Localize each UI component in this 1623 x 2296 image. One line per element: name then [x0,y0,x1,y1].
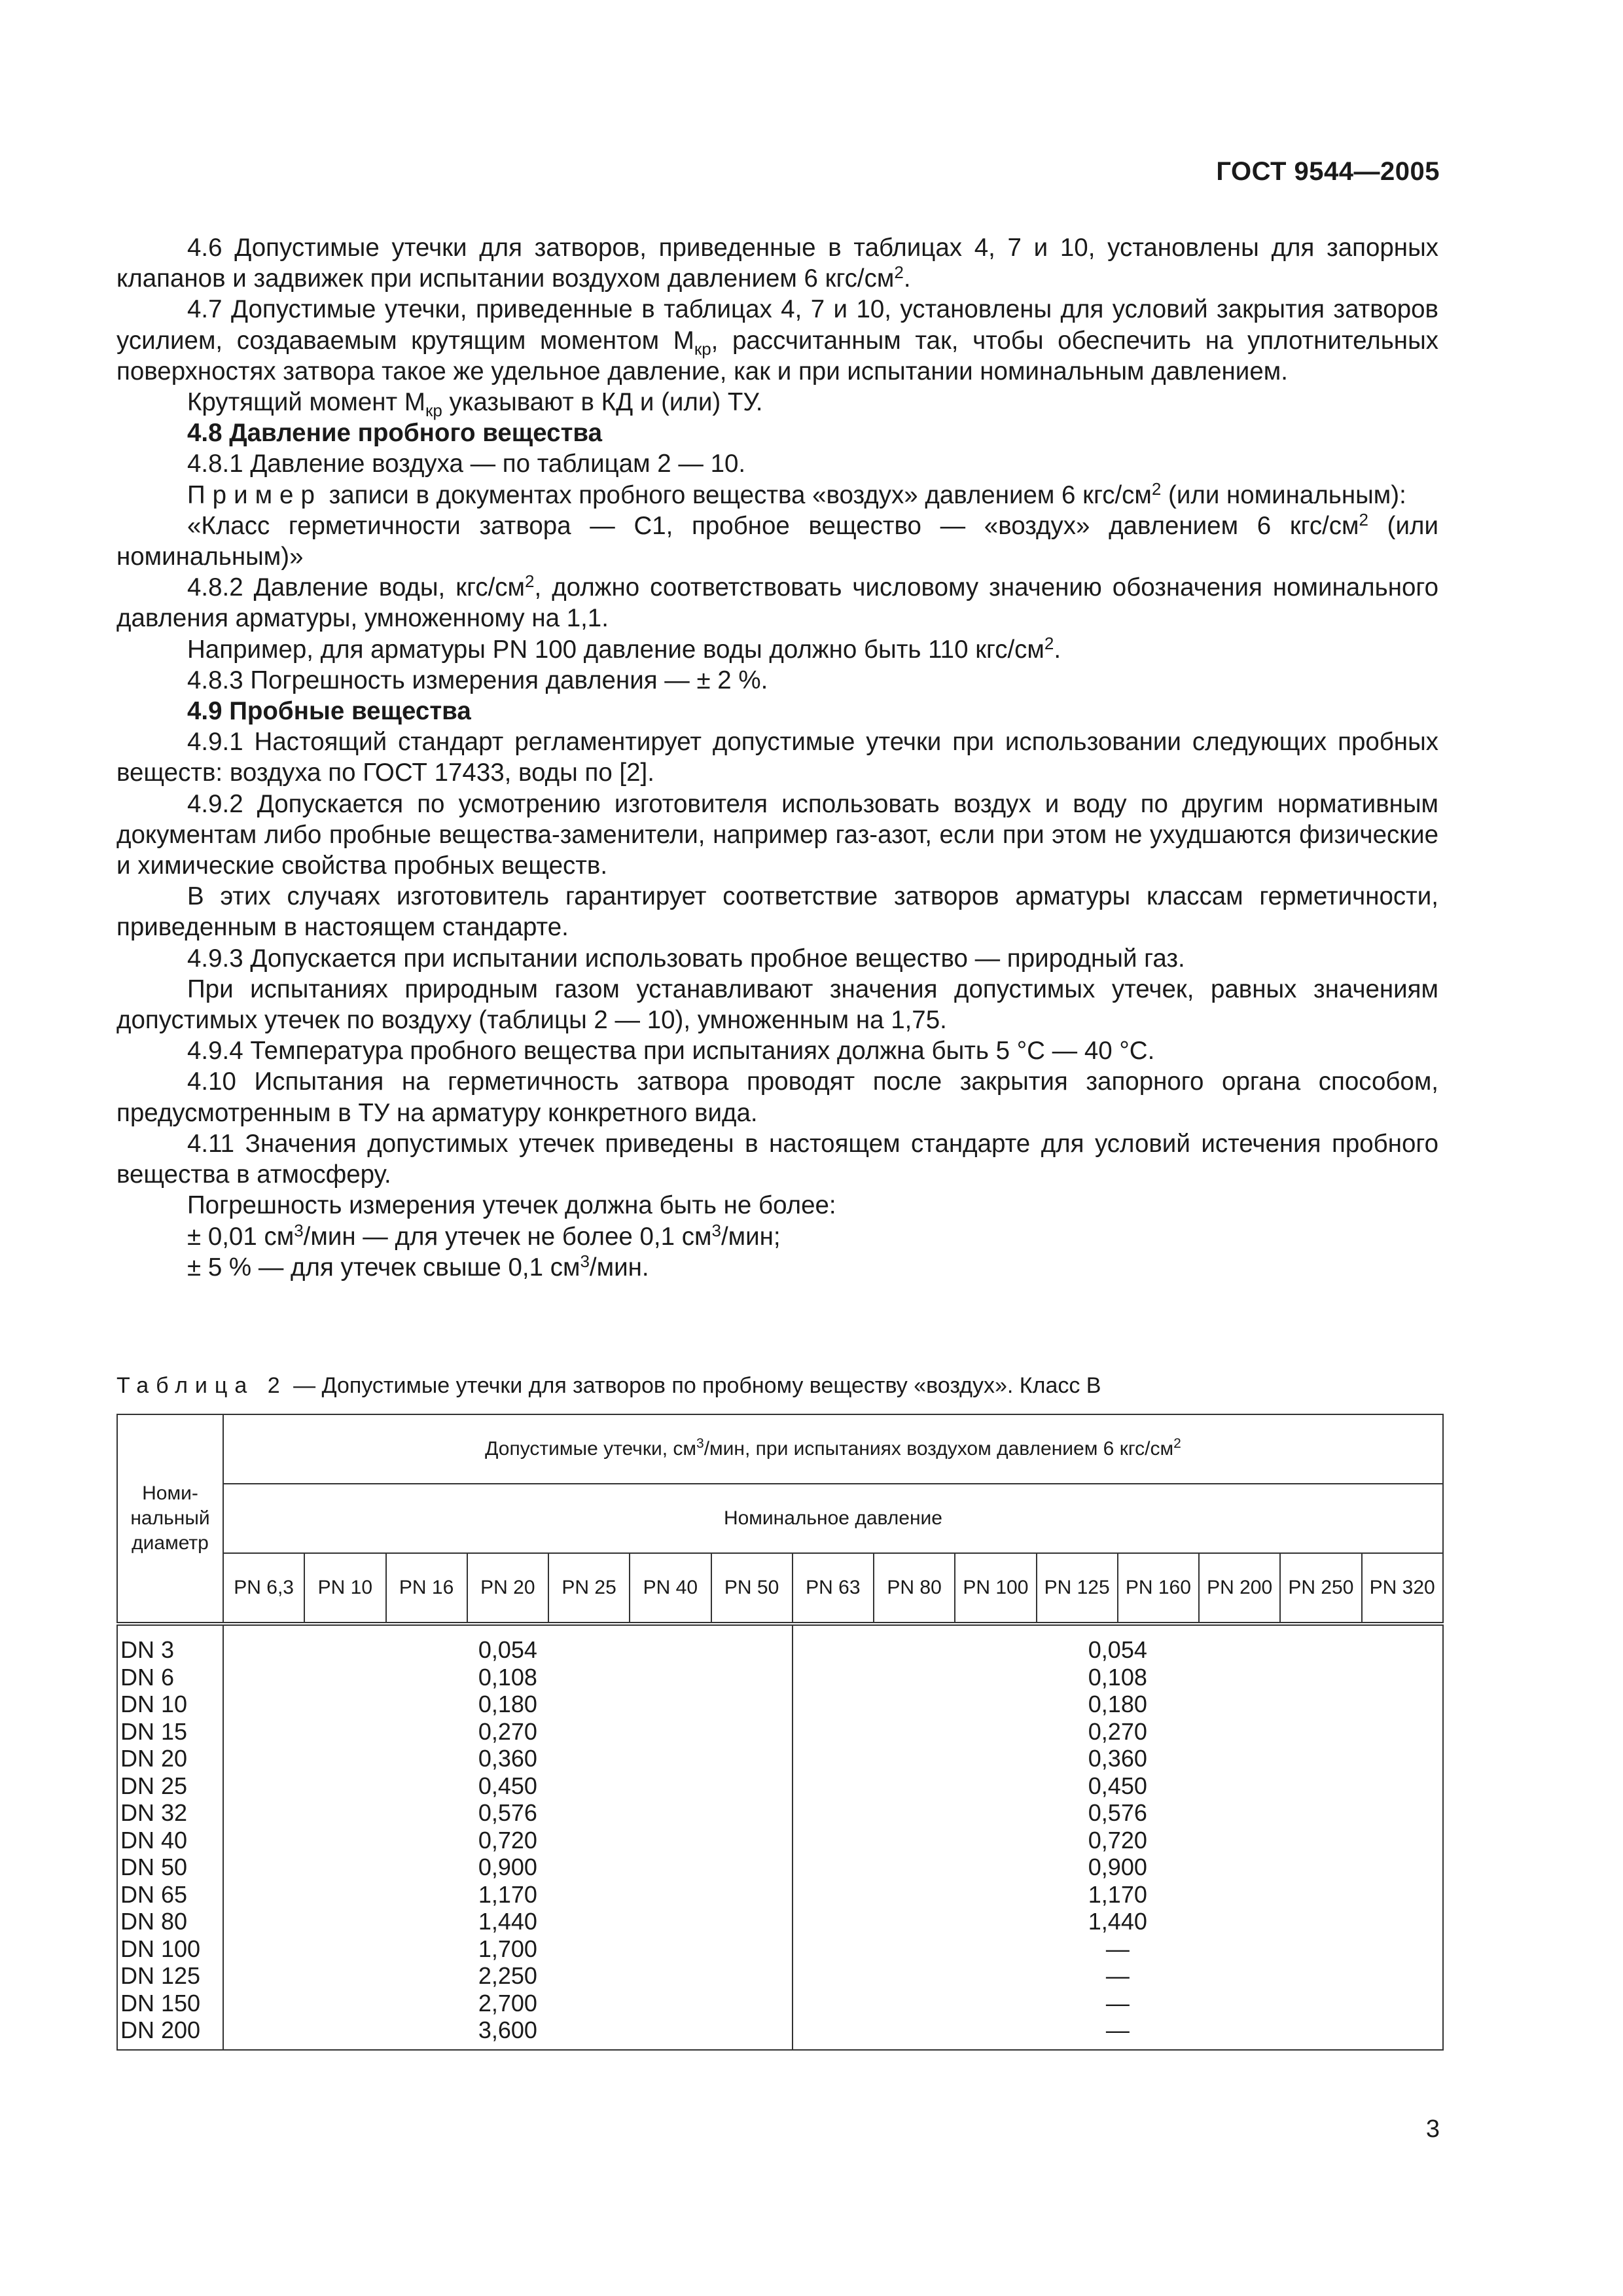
clause-4-7: 4.7 Допустимые утечки, приведенные в таблицах 4, 7 и 10, установлены для условий закрытия затворов усилием, создаваемым крутящим моментом $М_{кр}$, рассчитанным так, чтобы обеспечить на уплотнительных поверхностях затвора такое же удельное давление, как и при испытании номинальным давлением. [116,295,1438,386]
leak-value-cell: 2,250 [478,1962,537,1989]
pressure-column-header: PN 6,3 [223,1553,304,1624]
leak-value-cell: 0,180 [1088,1691,1147,1717]
pressure-column-header: PN 25 [548,1553,630,1624]
leak-value-cell: 1,700 [478,1935,537,1962]
leak-value-cell: 0,720 [478,1826,537,1854]
pressure-column-header: PN 320 [1362,1553,1443,1624]
diameter-cell: DN 100 [120,1935,201,1962]
leak-value-cell: 0,900 [478,1854,537,1880]
diameter-cell: DN 25 [120,1772,188,1799]
leak-value-cell: 0,576 [1088,1799,1147,1826]
leak-value-cell: 0,054 [1088,1636,1147,1663]
leak-value-cell: 0,360 [1088,1745,1147,1772]
leak-value-cell: 0,270 [478,1717,537,1745]
leak-value-cell: 0,450 [1088,1772,1147,1799]
diameter-cell: DN 32 [120,1799,188,1826]
pressure-column-header: PN 160 [1118,1553,1199,1624]
leak-value-cell: 0,900 [1088,1854,1147,1880]
clause-4-9-1: 4.9.1 Настоящий стандарт регламентирует допустимые утечки при использовании следующих пробных веществ: воздуха по ГОСТ 17433, воды по [2]. [116,728,1438,787]
clause-4-6: 4.6 Допустимые утечки для затворов, приведенные в таблицах 4, 7 и 10, установлены для запорных клапанов и задвижек при испытании воздухом давлением 6 кгс/$см^2$. [116,234,1438,293]
torque-note: Крутящий момент $М_{кр}$ указывают в КД и (или) ТУ. [187,388,763,421]
clause-4-9-4: 4.9.4 Температура пробного вещества при испытаниях должна быть 5 °С — 40 °С. [187,1037,1155,1066]
pressure-column-header: PN 20 [467,1553,548,1624]
leak-table [116,1414,1444,2051]
body-text [116,232,1438,1283]
pressure-column-header: PN 100 [955,1553,1036,1624]
diameter-cell: DN 50 [120,1854,188,1880]
leak-value-cell: 0,576 [478,1799,537,1826]
clause-4-11: 4.11 Значения допустимых утечек приведены в настоящем стандарте для условий истечения пробного вещества в атмосферу. [116,1129,1438,1189]
pressure-column-header: PN 250 [1280,1553,1361,1624]
heading-4-9: 4.9 Пробные вещества [187,697,471,726]
pressure-column-header: PN 63 [793,1553,874,1624]
diameter-cell: DN 3 [120,1636,175,1663]
leak-value-cell: 3,600 [478,2017,537,2043]
pressure-column-header: PN 200 [1199,1553,1280,1624]
pressure-column-header: PN 50 [711,1553,793,1624]
leak-value-cell: — [1105,1989,1130,2017]
substitutes-note: В этих случаях изготовитель гарантирует соответствие затворов арматуры классам герметичности, приведенным в настоящем стандарте. [116,882,1438,942]
table-caption [116,1371,1438,1400]
pressure-column-header: PN 40 [630,1553,711,1624]
leak-value-cell: 0,108 [478,1663,537,1691]
heading-4-8: 4.8 Давление пробного вещества [187,419,602,448]
leak-table-wrapper [116,1414,1442,2051]
diameter-cell: DN 80 [120,1908,188,1935]
allowed-leaks-header: Допустимые утечки, $см^3$/мин, при испытаниях воздухом давлением 6 кгс/$см^2$ [223,1414,1443,1484]
page-number: 3 [1425,2115,1440,2143]
table-caption-text: — Допустимые утечки для затворов по пробному веществу «воздух». Класс В [287,1373,1101,1398]
diameter-cell: DN 20 [120,1745,188,1772]
diameter-cell: DN 65 [120,1880,188,1908]
values-pn63-to-pn320 [793,1624,1443,2050]
example-quote: «Класс герметичности затвора — С1, пробное вещество — «воздух» давлением 6 кгс/$см^2$ (или номинальным)» [116,509,1438,571]
water-pressure-example: Например, для арматуры PN 100 давление воды должно быть 110 кгс/$см^2$. [187,633,1061,664]
leak-value-cell: — [1105,1962,1130,1989]
standard-code-header: ГОСТ 9544—2005 [1216,157,1440,186]
leak-value-cell: 0,270 [1088,1717,1147,1745]
leak-value-cell: — [1105,2017,1130,2043]
leak-value-cell: 0,360 [478,1745,537,1772]
natural-gas-note: При испытаниях природным газом устанавливают значения допустимых утечек, равных значениям допустимых утечек по воздуху (таблицы 2 — 10), умноженным на 1,75. [116,975,1438,1035]
diameter-cell: DN 15 [120,1717,188,1745]
pressure-column-header: PN 10 [304,1553,385,1624]
leak-value-cell: — [1105,1935,1130,1962]
diameter-cell: DN 125 [120,1962,201,1989]
clause-4-9-3: 4.9.3 Допускается при испытании использовать пробное вещество — природный газ. [187,944,1185,973]
example-note: Пример записи в документах пробного вещества «воздух» давлением 6 кгс/$см^2$ (или номинальным): [187,478,1406,509]
leak-value-cell: 1,170 [1088,1880,1147,1908]
leak-value-cell: 0,180 [478,1691,537,1717]
nominal-pressure-header: Номинальное давление [223,1484,1443,1553]
leak-value-cell: 0,720 [1088,1826,1147,1854]
leak-value-cell: 1,440 [478,1908,537,1935]
pressure-column-header: PN 80 [874,1553,955,1624]
accuracy-intro: Погрешность измерения утечек должна быть не более: [187,1191,836,1220]
diameter-cell: DN 200 [120,2017,201,2043]
leak-value-cell: 0,108 [1088,1663,1147,1691]
pressure-column-header: PN 125 [1037,1553,1118,1624]
diameter-cell: DN 40 [120,1826,188,1854]
diameter-column [117,1624,223,2050]
accuracy-small-leaks: ± 0,01 $см^3$/мин — для утечек не более 0,1 $см^3$/мин; [187,1220,781,1251]
leak-value-cell: 0,054 [478,1636,537,1663]
clause-4-8-3: 4.8.3 Погрешность измерения давления — ± 2 %. [187,666,768,694]
pressure-column-header: PN 16 [386,1553,467,1624]
leak-value-cell: 1,440 [1088,1908,1147,1935]
accuracy-large-leaks: ± 5 % — для утечек свыше 0,1 $см^3$/мин. [187,1251,649,1282]
diameter-cell: DN 10 [120,1691,188,1717]
diameter-cell: DN 150 [120,1989,201,2017]
diameter-cell: DN 6 [120,1663,175,1691]
values-pn6-to-pn50 [223,1624,793,2050]
clause-4-8-1: 4.8.1 Давление воздуха — по таблицам 2 — 10. [187,450,746,478]
leak-value-cell: 1,170 [478,1880,537,1908]
table-caption-label: Таблица 2 [116,1373,287,1398]
clause-4-9-2: 4.9.2 Допускается по усмотрению изготовителя использовать воздух и воду по другим нормативным документам либо пробные вещества-заменители, например газ-азот, если при этом не ухудшаются физические и химические свойства пробных веществ. [116,789,1438,880]
leak-value-cell: 2,700 [478,1989,537,2017]
clause-4-8-2: 4.8.2 Давление воды, кгс/$см^2$, должно соответствовать числовому значению обозначения номинального давления арматуры, умноженному на 1,1. [116,571,1438,633]
leak-value-cell: 0,450 [478,1772,537,1799]
nominal-diameter-header: Номи- нальный диаметр [117,1414,223,1624]
clause-4-10: 4.10 Испытания на герметичность затвора проводят после закрытия запорного органа способом, предусмотренным в ТУ на арматуру конкретного вида. [116,1067,1438,1127]
